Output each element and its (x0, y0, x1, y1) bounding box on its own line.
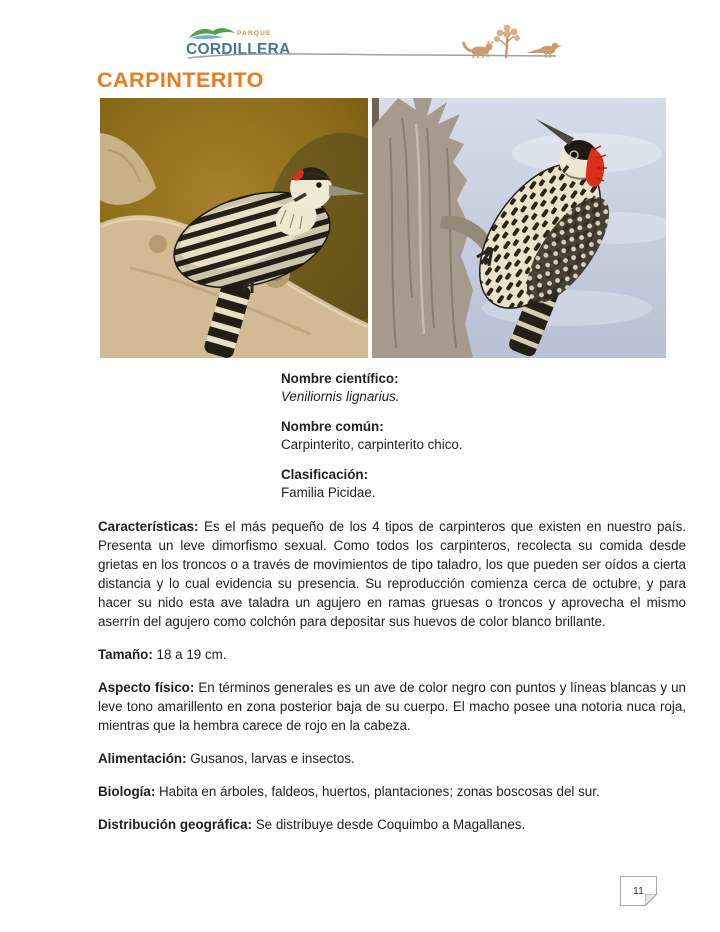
page-title: CARPINTERITO (97, 68, 264, 92)
aspecto-fisico-label: Aspecto físico: (98, 680, 199, 695)
species-info-block (281, 370, 686, 502)
tamano-text: 18 a 19 cm. (156, 647, 227, 662)
scientific-name-group (281, 370, 686, 406)
classification-label: Clasificación: (281, 467, 369, 482)
tree-icon (494, 25, 520, 58)
logo-text-cordillera: CORDILLERA (186, 41, 291, 58)
paragraph-aspecto-fisico (98, 678, 686, 735)
aspecto-fisico-text: En términos generales es un ave de color negro con puntos y líneas blancas y un leve tono amarillento en zona posterior baja de su cuerpo. El macho posee una notoria nuca roja, mientras que la hembra carece de rojo en la cabeza. (98, 680, 686, 733)
common-name-label: Nombre común: (281, 419, 384, 434)
distribucion-text: Se distribuye desde Coquimbo a Magallanes. (255, 817, 526, 832)
paragraph-biologia (98, 782, 686, 801)
left-bird-photo-art (100, 98, 368, 358)
tamano-label: Tamaño: (98, 647, 157, 662)
biologia-text: Habita en árboles, faldeos, huertos, plantaciones; zonas boscosas del sur. (159, 784, 600, 799)
paragraph-tamano (98, 645, 686, 664)
biologia-label: Biología: (98, 784, 159, 799)
right-bird-photo-art (372, 98, 666, 358)
header-line (188, 54, 556, 58)
scientific-name-label: Nombre científico: (281, 371, 399, 386)
classification-value: Familia Picidae. (281, 485, 376, 500)
right-bird-photo (372, 98, 666, 358)
paragraph-distribucion (98, 815, 686, 834)
paragraph-alimentacion (98, 749, 686, 768)
alimentacion-label: Alimentación: (98, 751, 191, 766)
common-name-value: Carpinterito, carpinterito chico. (281, 437, 463, 452)
caracteristicas-label: Características: (98, 519, 204, 534)
alimentacion-text: Gusanos, larvas e insectos. (190, 751, 355, 766)
page-number: 11 (633, 885, 644, 897)
logo-text-parque: PARQUE (237, 30, 272, 37)
folded-corner-icon (645, 894, 657, 906)
scientific-name-value: Veniliornis lignarius. (281, 389, 400, 404)
content-column (98, 370, 686, 834)
classification-group (281, 466, 686, 502)
caracteristicas-text: Es el más pequeño de los 4 tipos de carpinteros que existen en nuestro país. Presenta un leve dimorfismo sexual. Como todos los carpinteros, recolecta su comida desde grietas en los troncos o a través de movimientos de tipo taladro, los que pueden ser oídos a cierta distancia y lo cual evidencia su presencia. Su reproducción comienza cerca de octubre, y para hacer su nido esta ave taladra un agujero en ramas gruesas o troncos y aprovecha el mismo aserrín del agujero como colchón para depositar sus huevos de color blanco brillante. (98, 519, 686, 629)
paragraph-caracteristicas (98, 517, 686, 631)
page-number-badge (620, 876, 657, 906)
common-name-group (281, 418, 686, 454)
distribucion-label: Distribución geográfica: (98, 817, 256, 832)
left-bird-photo (100, 98, 368, 358)
header-decoration (182, 22, 580, 62)
